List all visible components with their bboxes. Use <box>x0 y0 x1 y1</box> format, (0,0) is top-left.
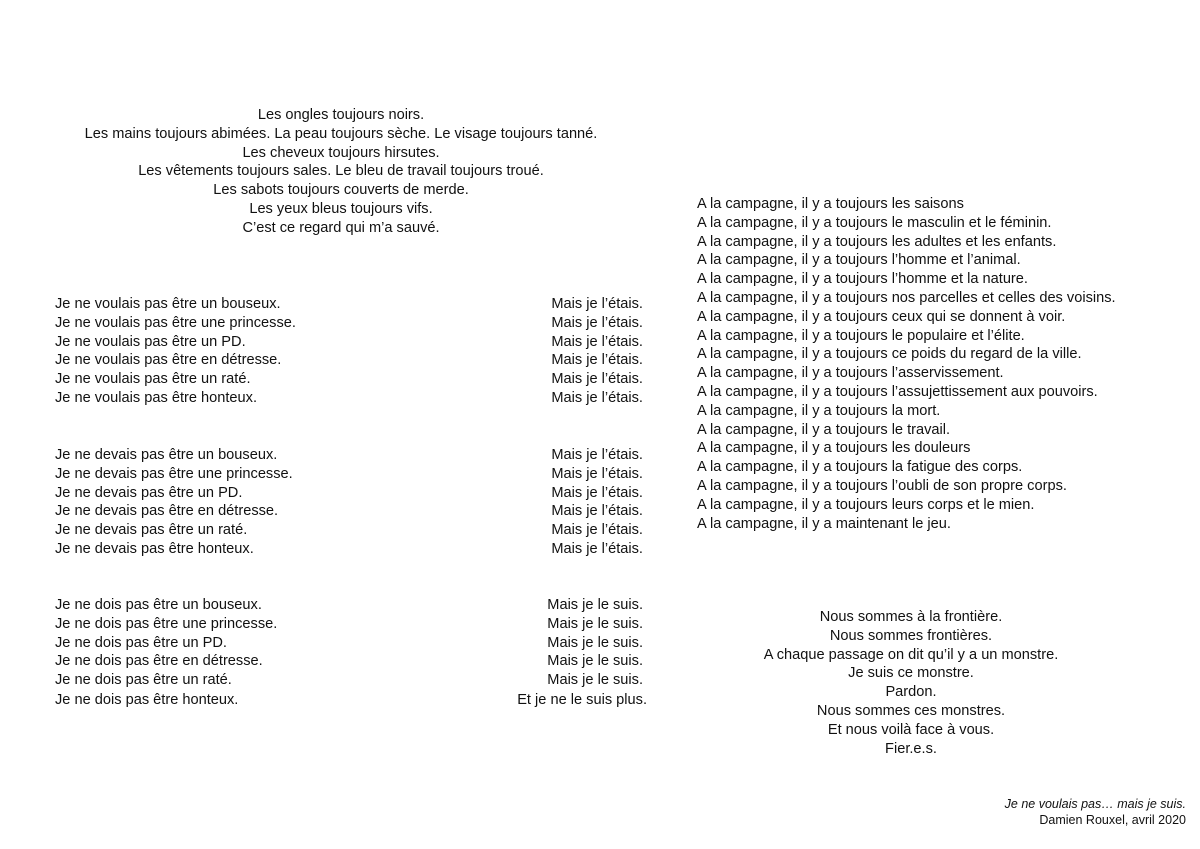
row-response: Mais je l’étais. <box>551 314 643 331</box>
stanza-devais <box>55 446 643 559</box>
campagne-line: A la campagne, il y a toujours l’homme et la nature. <box>697 271 1028 288</box>
campagne-line: A la campagne, il y a toujours la mort. <box>697 402 941 419</box>
row-statement: Je ne dois pas être un raté. <box>55 672 232 689</box>
campagne-line: A la campagne, il y a toujours l’asservissement. <box>697 365 1004 382</box>
row-response: Et je ne le suis plus. <box>517 691 647 708</box>
stanza-row <box>55 540 643 559</box>
frontiere-line: A chaque passage on dit qu’il y a un monstre. <box>763 646 1059 663</box>
row-statement: Je ne devais pas être un bouseux. <box>55 447 278 463</box>
campagne-line: A la campagne, il y a toujours les saisons <box>697 196 964 212</box>
campagne-line: A la campagne, il y a toujours ce poids du regard de la ville. <box>697 346 1082 363</box>
row-response: Mais je l’étais. <box>551 447 643 463</box>
frontiere-stanza <box>726 608 1096 758</box>
campagne-line: A la campagne, il y a toujours l’oubli de son propre corps. <box>697 477 1067 494</box>
stanza-row <box>55 502 643 521</box>
row-response: Mais je l’étais. <box>551 371 643 388</box>
frontiere-line: Nous sommes ces monstres. <box>816 702 1006 719</box>
stanza-row <box>55 596 643 615</box>
stanza-row <box>55 484 643 503</box>
campagne-line: A la campagne, il y a toujours ceux qui se donnent à voir. <box>697 308 1066 325</box>
row-response: Mais je l’étais. <box>551 296 643 312</box>
campagne-line: A la campagne, il y a toujours l’homme et l’animal. <box>697 252 1021 269</box>
author-date: Damien Rouxel, avril 2020 <box>1039 813 1186 827</box>
row-response: Mais je le suis. <box>547 653 643 670</box>
intro-line: C’est ce regard qui m’a sauvé. <box>242 219 440 236</box>
frontiere-line: Nous sommes frontières. <box>829 627 993 644</box>
row-statement: Je ne dois pas être en détresse. <box>55 653 263 670</box>
intro-stanza <box>40 106 642 238</box>
stanza-row <box>55 521 643 540</box>
row-response: Mais je l’étais. <box>551 540 643 557</box>
campagne-line: A la campagne, il y a toujours nos parcelles et celles des voisins. <box>697 289 1116 306</box>
stanza-row <box>55 351 643 370</box>
row-statement: Je ne voulais pas être honteux. <box>55 389 258 406</box>
stanza-row <box>55 333 643 352</box>
row-statement: Je ne voulais pas être un bouseux. <box>55 296 281 312</box>
campagne-line: A la campagne, il y a maintenant le jeu. <box>697 515 951 532</box>
row-statement: Je ne dois pas être un bouseux. <box>55 597 262 613</box>
campagne-line: A la campagne, il y a toujours le populaire et l’élite. <box>697 327 1025 344</box>
campagne-line: A la campagne, il y a toujours le travail. <box>697 421 951 438</box>
campagne-line: A la campagne, il y a toujours les adultes et les enfants. <box>697 233 1057 250</box>
row-statement: Je ne devais pas être un raté. <box>55 522 248 539</box>
frontiere-line: Et nous voilà face à vous. <box>827 721 995 738</box>
row-statement: Je ne dois pas être honteux. <box>55 691 239 708</box>
row-statement: Je ne devais pas être une princesse. <box>55 465 293 482</box>
row-response: Mais je l’étais. <box>551 522 643 539</box>
row-response: Mais je l’étais. <box>551 352 643 369</box>
campagne-stanza <box>697 195 1116 533</box>
stanza-row <box>55 446 643 465</box>
row-statement: Je ne voulais pas être un raté. <box>55 371 251 388</box>
row-statement: Je ne devais pas être en détresse. <box>55 503 279 520</box>
intro-line: Les yeux bleus toujours vifs. <box>249 200 433 217</box>
stanza-voulais <box>55 295 643 408</box>
row-statement: Je ne voulais pas être une princesse. <box>55 314 296 331</box>
row-response: Mais je le suis. <box>547 634 643 651</box>
row-statement: Je ne devais pas être un PD. <box>55 484 243 501</box>
row-response: Mais je l’étais. <box>551 465 643 482</box>
row-response: Mais je l’étais. <box>551 484 643 501</box>
row-statement: Je ne devais pas être honteux. <box>55 540 254 557</box>
frontiere-line: Fier.e.s. <box>885 740 937 757</box>
intro-line: Les ongles toujours noirs. <box>257 107 425 123</box>
campagne-line: A la campagne, il y a toujours les douleurs <box>697 440 971 457</box>
intro-line: Les mains toujours abimées. La peau toujours sèche. Le visage toujours tanné. <box>84 125 598 142</box>
row-response: Mais je l’étais. <box>551 333 643 350</box>
row-response: Mais je le suis. <box>547 672 643 689</box>
row-statement: Je ne voulais pas être en détresse. <box>55 352 282 369</box>
row-statement: Je ne dois pas être une princesse. <box>55 615 278 632</box>
stanza-row <box>55 389 643 408</box>
frontiere-line: Je suis ce monstre. <box>848 665 974 682</box>
stanza-row <box>55 295 643 314</box>
signature <box>1005 796 1186 828</box>
campagne-line: A la campagne, il y a toujours le masculin et le féminin. <box>697 214 1052 231</box>
poem-title: Je ne voulais pas… mais je suis. <box>1004 797 1186 811</box>
stanza-row <box>55 671 643 690</box>
campagne-line: A la campagne, il y a toujours l’assujettissement aux pouvoirs. <box>697 383 1098 400</box>
stanza-row <box>55 634 643 653</box>
row-response: Mais je le suis. <box>547 615 643 632</box>
intro-line: Les cheveux toujours hirsutes. <box>242 144 440 161</box>
row-response: Mais je l’étais. <box>551 503 643 520</box>
stanza-dois <box>55 596 647 710</box>
stanza-row <box>55 615 643 634</box>
campagne-line: A la campagne, il y a toujours la fatigue des corps. <box>697 459 1023 476</box>
stanza-row <box>55 314 643 333</box>
stanza-row <box>55 370 643 389</box>
stanza-row <box>55 465 643 484</box>
stanza-row <box>55 652 643 671</box>
row-statement: Je ne voulais pas être un PD. <box>55 333 246 350</box>
campagne-line: A la campagne, il y a toujours leurs corps et le mien. <box>697 496 1035 513</box>
row-response: Mais je le suis. <box>547 597 643 613</box>
frontiere-line: Nous sommes à la frontière. <box>819 609 1003 625</box>
row-response: Mais je l’étais. <box>551 389 643 406</box>
row-statement: Je ne dois pas être un PD. <box>55 634 227 651</box>
intro-line: Les sabots toujours couverts de merde. <box>213 182 469 199</box>
stanza-row <box>55 691 647 710</box>
intro-line: Les vêtements toujours sales. Le bleu de travail toujours troué. <box>138 163 544 180</box>
frontiere-line: Pardon. <box>885 684 937 701</box>
